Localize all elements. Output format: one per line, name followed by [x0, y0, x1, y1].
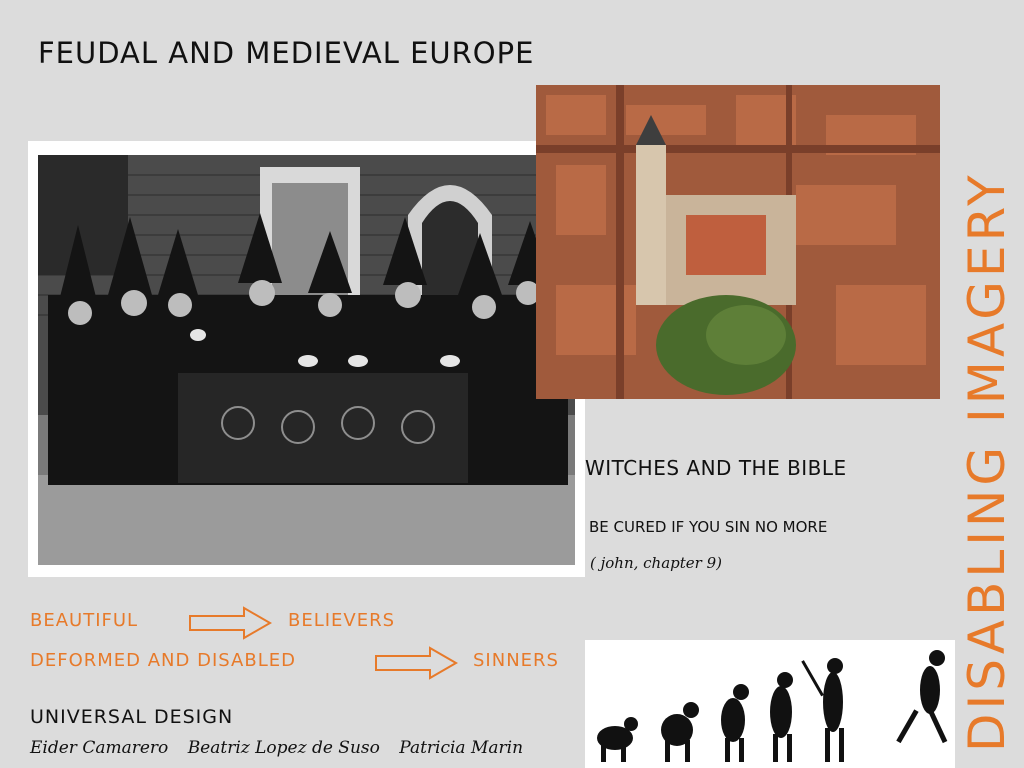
- relation-to: SINNERS: [473, 650, 559, 671]
- author-name: Beatriz Lopez de Suso: [187, 738, 380, 758]
- relation-from: BEAUTIFUL: [30, 610, 139, 631]
- vertical-slide-title: DISABLING IMAGERY: [958, 171, 1016, 752]
- slide-title: FEUDAL AND MEDIEVAL EUROPE: [38, 36, 535, 70]
- bible-quote: BE CURED IF YOU SIN NO MORE: [589, 518, 828, 536]
- relation-to: BELIEVERS: [288, 610, 396, 631]
- author-name: Eider Camarero: [30, 738, 169, 758]
- authors-list: [30, 738, 537, 758]
- evolution-silhouette-illustration: [585, 640, 955, 768]
- author-name: Patricia Marin: [399, 738, 524, 758]
- section-heading: WITCHES AND THE BIBLE: [585, 456, 847, 480]
- relation-from: DEFORMED AND DISABLED: [30, 650, 296, 671]
- witches-photo: [28, 141, 585, 577]
- relation-row: [30, 610, 396, 631]
- relation-row: [30, 650, 559, 671]
- bible-reference: ( john, chapter 9): [590, 554, 723, 572]
- city-aerial-photo: [536, 85, 940, 399]
- arrow-right-icon: [188, 606, 272, 640]
- footer-title: UNIVERSAL DESIGN: [30, 706, 234, 728]
- arrow-right-icon: [374, 646, 458, 680]
